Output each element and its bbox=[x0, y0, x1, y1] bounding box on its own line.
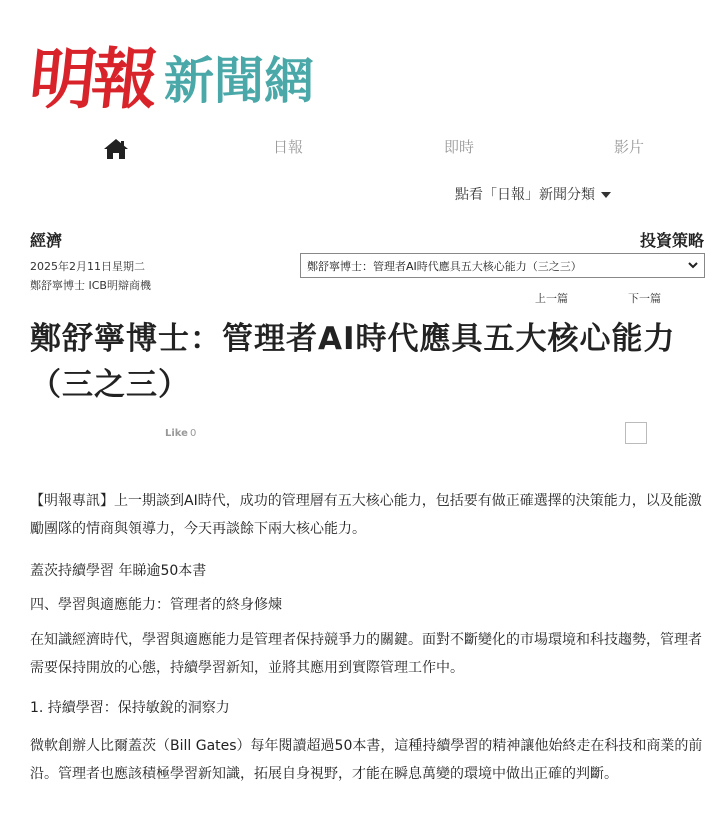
article-select-value: 鄭舒寧博士：管理者AI時代應具五大核心能力（三之三） bbox=[307, 259, 582, 273]
nav-daily[interactable]: 日報 bbox=[273, 138, 304, 156]
article-paragraph-3: 微軟創辦人比爾蓋茨（Bill Gates）每年閱讀超過50本書，這種持續學習的精神讓他始終走在科技和商業的前沿。管理者也應該積極學習新知識，拓展自身視野，才能在瞬息萬變的環境中做出正確的判斷。 bbox=[30, 738, 703, 782]
main-nav bbox=[0, 136, 728, 166]
section-name[interactable]: 經濟 bbox=[30, 231, 63, 250]
prev-article-link[interactable]: 上一篇 bbox=[535, 292, 568, 305]
article-subheading-1: 蓋茨持續學習 年睇逾50本書 bbox=[30, 563, 207, 579]
like-count: 0 bbox=[190, 428, 197, 439]
article-paragraph-2: 在知識經濟時代，學習與適應能力是管理者保持競爭力的關鍵。面對不斷變化的市場環境和科技趨勢，管理者需要保持開放的心態，持續學習新知，並將其應用到實際管理工作中。 bbox=[30, 632, 702, 676]
nav-video[interactable]: 影片 bbox=[614, 138, 645, 156]
site-logo[interactable] bbox=[25, 22, 314, 118]
share-checkbox[interactable] bbox=[625, 422, 647, 444]
article-paragraph-1: 【明報專訊】上一期談到AI時代，成功的管理層有五大核心能力，包括要有做正確選擇的決策能力，以及能激勵團隊的情商與領導力，今天再談餘下兩大核心能力。 bbox=[30, 493, 702, 537]
daily-category-dropdown[interactable] bbox=[455, 184, 611, 204]
article-subheading-3: 1. 持續學習：保持敏銳的洞察力 bbox=[30, 700, 230, 716]
logo-ming-pao: 明報 bbox=[25, 40, 159, 118]
article-select[interactable] bbox=[300, 253, 705, 278]
category-link-label: 點看「日報」新聞分類 bbox=[455, 187, 595, 203]
chevron-down-icon bbox=[687, 259, 699, 271]
article-subheading-2: 四、學習與適應能力：管理者的終身修煉 bbox=[30, 597, 282, 613]
next-article-link[interactable]: 下一篇 bbox=[628, 292, 661, 305]
caret-down-icon bbox=[601, 192, 611, 198]
logo-news-net: 新聞網 bbox=[164, 52, 314, 110]
like-button[interactable]: Like bbox=[165, 428, 188, 439]
article-headline: 鄭舒寧博士：管理者AI時代應具五大核心能力（三之三） bbox=[30, 321, 676, 403]
column-name[interactable]: 投資策略 bbox=[639, 231, 704, 250]
nav-instant[interactable]: 即時 bbox=[444, 138, 475, 156]
publish-date: 2025年2月11日星期二 bbox=[30, 260, 145, 273]
author-byline: 鄭舒寧博士 ICB明辯商機 bbox=[30, 279, 151, 292]
